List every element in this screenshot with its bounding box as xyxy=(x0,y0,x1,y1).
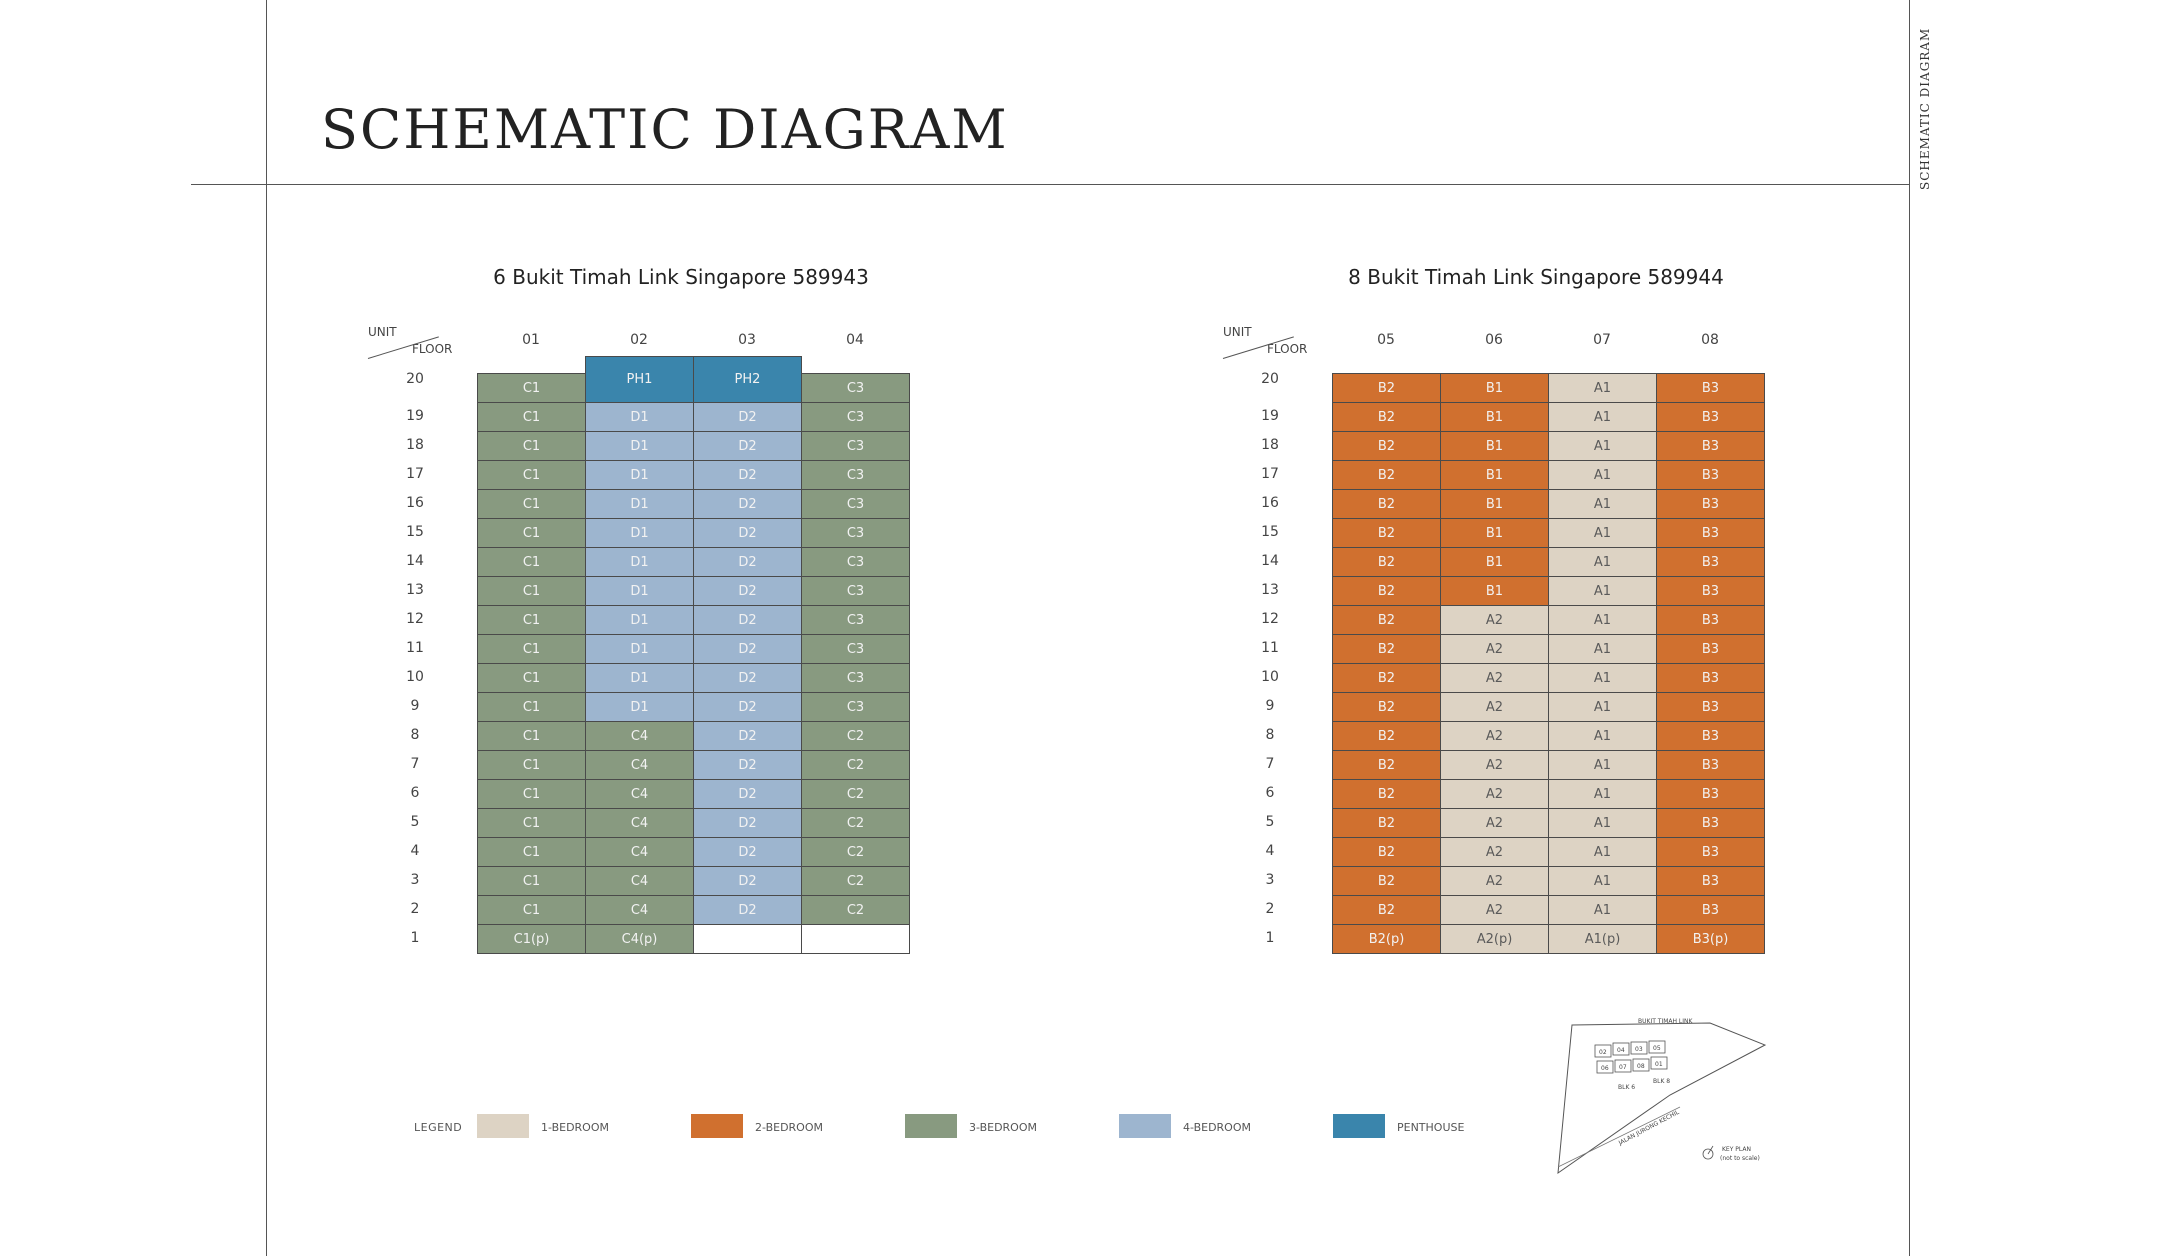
unit-cell: B3 xyxy=(1656,402,1765,432)
floor-label: 17 xyxy=(406,466,424,482)
unit-column-header: 08 xyxy=(1701,332,1719,348)
unit-cell: C1 xyxy=(477,547,586,577)
unit-column-header: 05 xyxy=(1377,332,1395,348)
unit-cell: B3 xyxy=(1656,895,1765,925)
unit-cell: D2 xyxy=(693,518,802,548)
floor-label: 19 xyxy=(406,408,424,424)
unit-cell: C3 xyxy=(801,518,910,548)
floor-label: 15 xyxy=(1261,524,1279,540)
unit-cell: PH1 xyxy=(585,356,694,403)
unit-column-header: 03 xyxy=(738,332,756,348)
key-plan-unit-label: 01 xyxy=(1655,1061,1663,1068)
key-plan-unit-label: 07 xyxy=(1619,1064,1627,1071)
unit-cell: C2 xyxy=(801,750,910,780)
unit-cell: B1 xyxy=(1440,431,1549,461)
floor-label: 7 xyxy=(1265,756,1275,772)
unit-cell: B2 xyxy=(1332,721,1441,751)
unit-cell: C1 xyxy=(477,750,586,780)
unit-cell: B3 xyxy=(1656,779,1765,809)
unit-cell: D1 xyxy=(585,605,694,635)
floor-label: 10 xyxy=(1261,669,1279,685)
floor-label: 4 xyxy=(410,843,420,859)
floor-label: 13 xyxy=(406,582,424,598)
floor-label: 11 xyxy=(406,640,424,656)
unit-cell: D2 xyxy=(693,721,802,751)
unit-cell: C1 xyxy=(477,373,586,403)
unit-cell: C4 xyxy=(585,895,694,925)
unit-cell: B1 xyxy=(1440,489,1549,519)
unit-cell: C3 xyxy=(801,663,910,693)
right-vertical-rule xyxy=(1909,0,1910,1256)
unit-cell: C3 xyxy=(801,402,910,432)
unit-cell: A2 xyxy=(1440,808,1549,838)
floor-label: 4 xyxy=(1265,843,1275,859)
left-vertical-rule xyxy=(266,0,267,1256)
legend-label-penthouse: PENTHOUSE xyxy=(1397,1121,1465,1134)
unit-cell: C1 xyxy=(477,489,586,519)
unit-cell: D1 xyxy=(585,489,694,519)
unit-cell: C3 xyxy=(801,547,910,577)
unit-cell: D2 xyxy=(693,605,802,635)
unit-cell: A1 xyxy=(1548,431,1657,461)
legend-label-4-bedroom: 4-BEDROOM xyxy=(1183,1121,1251,1134)
unit-cell: A1 xyxy=(1548,837,1657,867)
road-bottom-label: JALAN JURONG KECHIL xyxy=(1617,1108,1681,1147)
blk8-label: BLK 8 xyxy=(1653,1078,1671,1085)
key-plan-unit-label: 02 xyxy=(1599,1049,1607,1056)
floor-label: 9 xyxy=(410,698,420,714)
floor-label: 20 xyxy=(406,371,424,387)
unit-cell: B3 xyxy=(1656,692,1765,722)
unit-cell: B2 xyxy=(1332,605,1441,635)
floor-label: 14 xyxy=(406,553,424,569)
left-margin xyxy=(0,0,191,1256)
legend-swatch-2-bedroom xyxy=(691,1114,743,1138)
building-title: 8 Bukit Timah Link Singapore 589944 xyxy=(1348,265,1724,289)
unit-cell: C4 xyxy=(585,808,694,838)
legend-label-3-bedroom: 3-BEDROOM xyxy=(969,1121,1037,1134)
floor-label: 20 xyxy=(1261,371,1279,387)
unit-cell: B2 xyxy=(1332,663,1441,693)
unit-cell: C3 xyxy=(801,373,910,403)
unit-cell: C2 xyxy=(801,721,910,751)
unit-cell: A2 xyxy=(1440,692,1549,722)
unit-cell: D2 xyxy=(693,663,802,693)
floor-label: 15 xyxy=(406,524,424,540)
unit-cell: A2 xyxy=(1440,663,1549,693)
unit-cell: A1 xyxy=(1548,779,1657,809)
unit-cell: B3 xyxy=(1656,663,1765,693)
unit-cell: D2 xyxy=(693,779,802,809)
unit-cell: C1(p) xyxy=(477,924,586,954)
unit-cell: C1 xyxy=(477,518,586,548)
unit-cell: B3 xyxy=(1656,547,1765,577)
unit-cell: D1 xyxy=(585,576,694,606)
legend-swatch-1-bedroom xyxy=(477,1114,529,1138)
floor-label: 6 xyxy=(410,785,420,801)
unit-cell: D2 xyxy=(693,837,802,867)
unit-cell: C4 xyxy=(585,721,694,751)
unit-cell: D2 xyxy=(693,634,802,664)
unit-cell: C2 xyxy=(801,837,910,867)
unit-cell: C4(p) xyxy=(585,924,694,954)
floor-label: 3 xyxy=(410,872,420,888)
unit-cell: B3 xyxy=(1656,721,1765,751)
unit-cell: A1 xyxy=(1548,866,1657,896)
unit-cell: A1 xyxy=(1548,721,1657,751)
unit-cell: C1 xyxy=(477,808,586,838)
floor-label: 10 xyxy=(406,669,424,685)
unit-cell: A1 xyxy=(1548,460,1657,490)
unit-cell xyxy=(801,924,910,954)
unit-cell: A1 xyxy=(1548,489,1657,519)
floor-label: 6 xyxy=(1265,785,1275,801)
unit-cell: A1 xyxy=(1548,402,1657,432)
unit-cell: D2 xyxy=(693,576,802,606)
unit-cell: A1 xyxy=(1548,750,1657,780)
floor-label: 3 xyxy=(1265,872,1275,888)
key-plan-map xyxy=(1550,1015,1780,1175)
unit-cell: D2 xyxy=(693,547,802,577)
unit-cell: D1 xyxy=(585,431,694,461)
legend-label-1-bedroom: 1-BEDROOM xyxy=(541,1121,609,1134)
unit-cell: A1 xyxy=(1548,895,1657,925)
unit-cell: D2 xyxy=(693,808,802,838)
unit-cell: D1 xyxy=(585,634,694,664)
unit-cell: PH2 xyxy=(693,356,802,403)
unit-cell: D2 xyxy=(693,750,802,780)
floor-label: 1 xyxy=(410,930,420,946)
unit-cell: B3(p) xyxy=(1656,924,1765,954)
key-plan-unit-label: 04 xyxy=(1617,1047,1625,1054)
floor-label: 14 xyxy=(1261,553,1279,569)
unit-cell: A1 xyxy=(1548,605,1657,635)
unit-cell: B2 xyxy=(1332,518,1441,548)
floor-label: 5 xyxy=(410,814,420,830)
floor-label: 9 xyxy=(1265,698,1275,714)
unit-cell: B3 xyxy=(1656,808,1765,838)
unit-cell: C2 xyxy=(801,895,910,925)
road-top-label: BUKIT TIMAH LINK xyxy=(1638,1018,1693,1025)
unit-cell: D1 xyxy=(585,402,694,432)
unit-cell: C3 xyxy=(801,489,910,519)
floor-label: 18 xyxy=(1261,437,1279,453)
unit-cell: B3 xyxy=(1656,750,1765,780)
unit-cell: C1 xyxy=(477,779,586,809)
unit-cell: B3 xyxy=(1656,431,1765,461)
key-plan-unit-label: 06 xyxy=(1601,1065,1609,1072)
building-title: 6 Bukit Timah Link Singapore 589943 xyxy=(493,265,869,289)
unit-cell: B3 xyxy=(1656,837,1765,867)
floor-label: 12 xyxy=(406,611,424,627)
unit-cell: D2 xyxy=(693,895,802,925)
unit-cell: D1 xyxy=(585,692,694,722)
unit-column-header: 01 xyxy=(522,332,540,348)
unit-cell: C1 xyxy=(477,605,586,635)
unit-cell: D2 xyxy=(693,431,802,461)
key-plan-unit-label: 08 xyxy=(1637,1063,1645,1070)
unit-cell: C1 xyxy=(477,895,586,925)
unit-cell: B3 xyxy=(1656,518,1765,548)
unit-cell: C1 xyxy=(477,866,586,896)
unit-cell: B2 xyxy=(1332,866,1441,896)
unit-cell: A2 xyxy=(1440,837,1549,867)
floor-label: 2 xyxy=(410,901,420,917)
unit-cell: B2 xyxy=(1332,808,1441,838)
unit-cell: B2 xyxy=(1332,576,1441,606)
unit-cell: A1 xyxy=(1548,634,1657,664)
unit-cell: A1 xyxy=(1548,518,1657,548)
unit-cell: C1 xyxy=(477,402,586,432)
unit-cell: C4 xyxy=(585,866,694,896)
unit-header: UNIT xyxy=(368,325,397,339)
unit-cell: A2(p) xyxy=(1440,924,1549,954)
unit-cell: B2 xyxy=(1332,779,1441,809)
unit-column-header: 04 xyxy=(846,332,864,348)
unit-cell: C2 xyxy=(801,779,910,809)
unit-cell: C1 xyxy=(477,634,586,664)
title-rule xyxy=(191,184,1909,185)
unit-cell: B1 xyxy=(1440,576,1549,606)
unit-cell: B2 xyxy=(1332,634,1441,664)
floor-label: 13 xyxy=(1261,582,1279,598)
floor-label: 16 xyxy=(406,495,424,511)
unit-cell: A1 xyxy=(1548,808,1657,838)
floor-label: 8 xyxy=(1265,727,1275,743)
unit-cell: B3 xyxy=(1656,605,1765,635)
unit-cell: B2(p) xyxy=(1332,924,1441,954)
unit-cell: D2 xyxy=(693,866,802,896)
key-plan-note: (not to scale) xyxy=(1720,1155,1760,1162)
unit-cell: A2 xyxy=(1440,634,1549,664)
unit-cell: B2 xyxy=(1332,431,1441,461)
unit-cell: B2 xyxy=(1332,460,1441,490)
unit-cell: B2 xyxy=(1332,489,1441,519)
legend-swatch-4-bedroom xyxy=(1119,1114,1171,1138)
unit-cell: C4 xyxy=(585,837,694,867)
unit-cell: C1 xyxy=(477,460,586,490)
floor-header: FLOOR xyxy=(412,342,453,356)
unit-cell: B1 xyxy=(1440,547,1549,577)
unit-cell: B2 xyxy=(1332,692,1441,722)
unit-cell: A1 xyxy=(1548,663,1657,693)
unit-cell: B2 xyxy=(1332,750,1441,780)
unit-cell: A2 xyxy=(1440,721,1549,751)
unit-cell: B1 xyxy=(1440,402,1549,432)
key-plan xyxy=(1550,1015,1780,1175)
unit-cell: C2 xyxy=(801,808,910,838)
unit-cell: C3 xyxy=(801,431,910,461)
side-title: SCHEMATIC DIAGRAM xyxy=(1918,27,1932,190)
floor-label: 19 xyxy=(1261,408,1279,424)
unit-cell xyxy=(693,924,802,954)
unit-cell: B1 xyxy=(1440,518,1549,548)
floor-label: 8 xyxy=(410,727,420,743)
floor-label: 11 xyxy=(1261,640,1279,656)
unit-cell: B1 xyxy=(1440,460,1549,490)
unit-cell: C3 xyxy=(801,692,910,722)
unit-cell: B2 xyxy=(1332,373,1441,403)
unit-cell: B2 xyxy=(1332,895,1441,925)
unit-cell: C1 xyxy=(477,576,586,606)
unit-cell: B2 xyxy=(1332,402,1441,432)
unit-cell: C1 xyxy=(477,692,586,722)
blk6-label: BLK 6 xyxy=(1618,1084,1636,1091)
unit-cell: C3 xyxy=(801,460,910,490)
unit-column-header: 02 xyxy=(630,332,648,348)
unit-cell: B3 xyxy=(1656,460,1765,490)
unit-cell: A2 xyxy=(1440,895,1549,925)
unit-cell: C3 xyxy=(801,576,910,606)
legend-label: LEGEND xyxy=(414,1121,463,1134)
key-plan-unit-label: 05 xyxy=(1653,1045,1661,1052)
unit-cell: A2 xyxy=(1440,866,1549,896)
unit-cell: C1 xyxy=(477,837,586,867)
key-plan-unit-label: 03 xyxy=(1635,1046,1643,1053)
unit-cell: D1 xyxy=(585,518,694,548)
floor-label: 7 xyxy=(410,756,420,772)
unit-cell: B3 xyxy=(1656,634,1765,664)
unit-cell: C4 xyxy=(585,750,694,780)
unit-cell: D1 xyxy=(585,663,694,693)
unit-cell: D2 xyxy=(693,489,802,519)
unit-cell: D2 xyxy=(693,460,802,490)
unit-column-header: 06 xyxy=(1485,332,1503,348)
unit-cell: C1 xyxy=(477,431,586,461)
unit-cell: A2 xyxy=(1440,605,1549,635)
unit-cell: A1 xyxy=(1548,576,1657,606)
unit-cell: A2 xyxy=(1440,750,1549,780)
unit-cell: B3 xyxy=(1656,489,1765,519)
unit-cell: A1(p) xyxy=(1548,924,1657,954)
unit-cell: B2 xyxy=(1332,837,1441,867)
floor-label: 5 xyxy=(1265,814,1275,830)
unit-cell: A1 xyxy=(1548,373,1657,403)
unit-cell: B3 xyxy=(1656,576,1765,606)
unit-cell: C2 xyxy=(801,866,910,896)
unit-cell: C3 xyxy=(801,605,910,635)
floor-label: 2 xyxy=(1265,901,1275,917)
unit-cell: B1 xyxy=(1440,373,1549,403)
unit-cell: C1 xyxy=(477,721,586,751)
page-title: SCHEMATIC DIAGRAM xyxy=(321,98,1009,161)
floor-label: 16 xyxy=(1261,495,1279,511)
unit-cell: C4 xyxy=(585,779,694,809)
unit-cell: D2 xyxy=(693,692,802,722)
road-line xyxy=(1558,1107,1680,1167)
unit-cell: C1 xyxy=(477,663,586,693)
unit-cell: B3 xyxy=(1656,866,1765,896)
unit-cell: A2 xyxy=(1440,779,1549,809)
legend-swatch-3-bedroom xyxy=(905,1114,957,1138)
unit-column-header: 07 xyxy=(1593,332,1611,348)
key-plan-title: KEY PLAN xyxy=(1722,1146,1751,1153)
legend-label-2-bedroom: 2-BEDROOM xyxy=(755,1121,823,1134)
unit-cell: C3 xyxy=(801,634,910,664)
unit-cell: A1 xyxy=(1548,547,1657,577)
floor-label: 1 xyxy=(1265,930,1275,946)
unit-cell: D1 xyxy=(585,547,694,577)
unit-cell: D1 xyxy=(585,460,694,490)
floor-label: 12 xyxy=(1261,611,1279,627)
floor-label: 17 xyxy=(1261,466,1279,482)
legend-swatch-penthouse xyxy=(1333,1114,1385,1138)
unit-cell: D2 xyxy=(693,402,802,432)
unit-cell: B2 xyxy=(1332,547,1441,577)
unit-header: UNIT xyxy=(1223,325,1252,339)
floor-label: 18 xyxy=(406,437,424,453)
floor-header: FLOOR xyxy=(1267,342,1308,356)
unit-cell: A1 xyxy=(1548,692,1657,722)
unit-cell: B3 xyxy=(1656,373,1765,403)
